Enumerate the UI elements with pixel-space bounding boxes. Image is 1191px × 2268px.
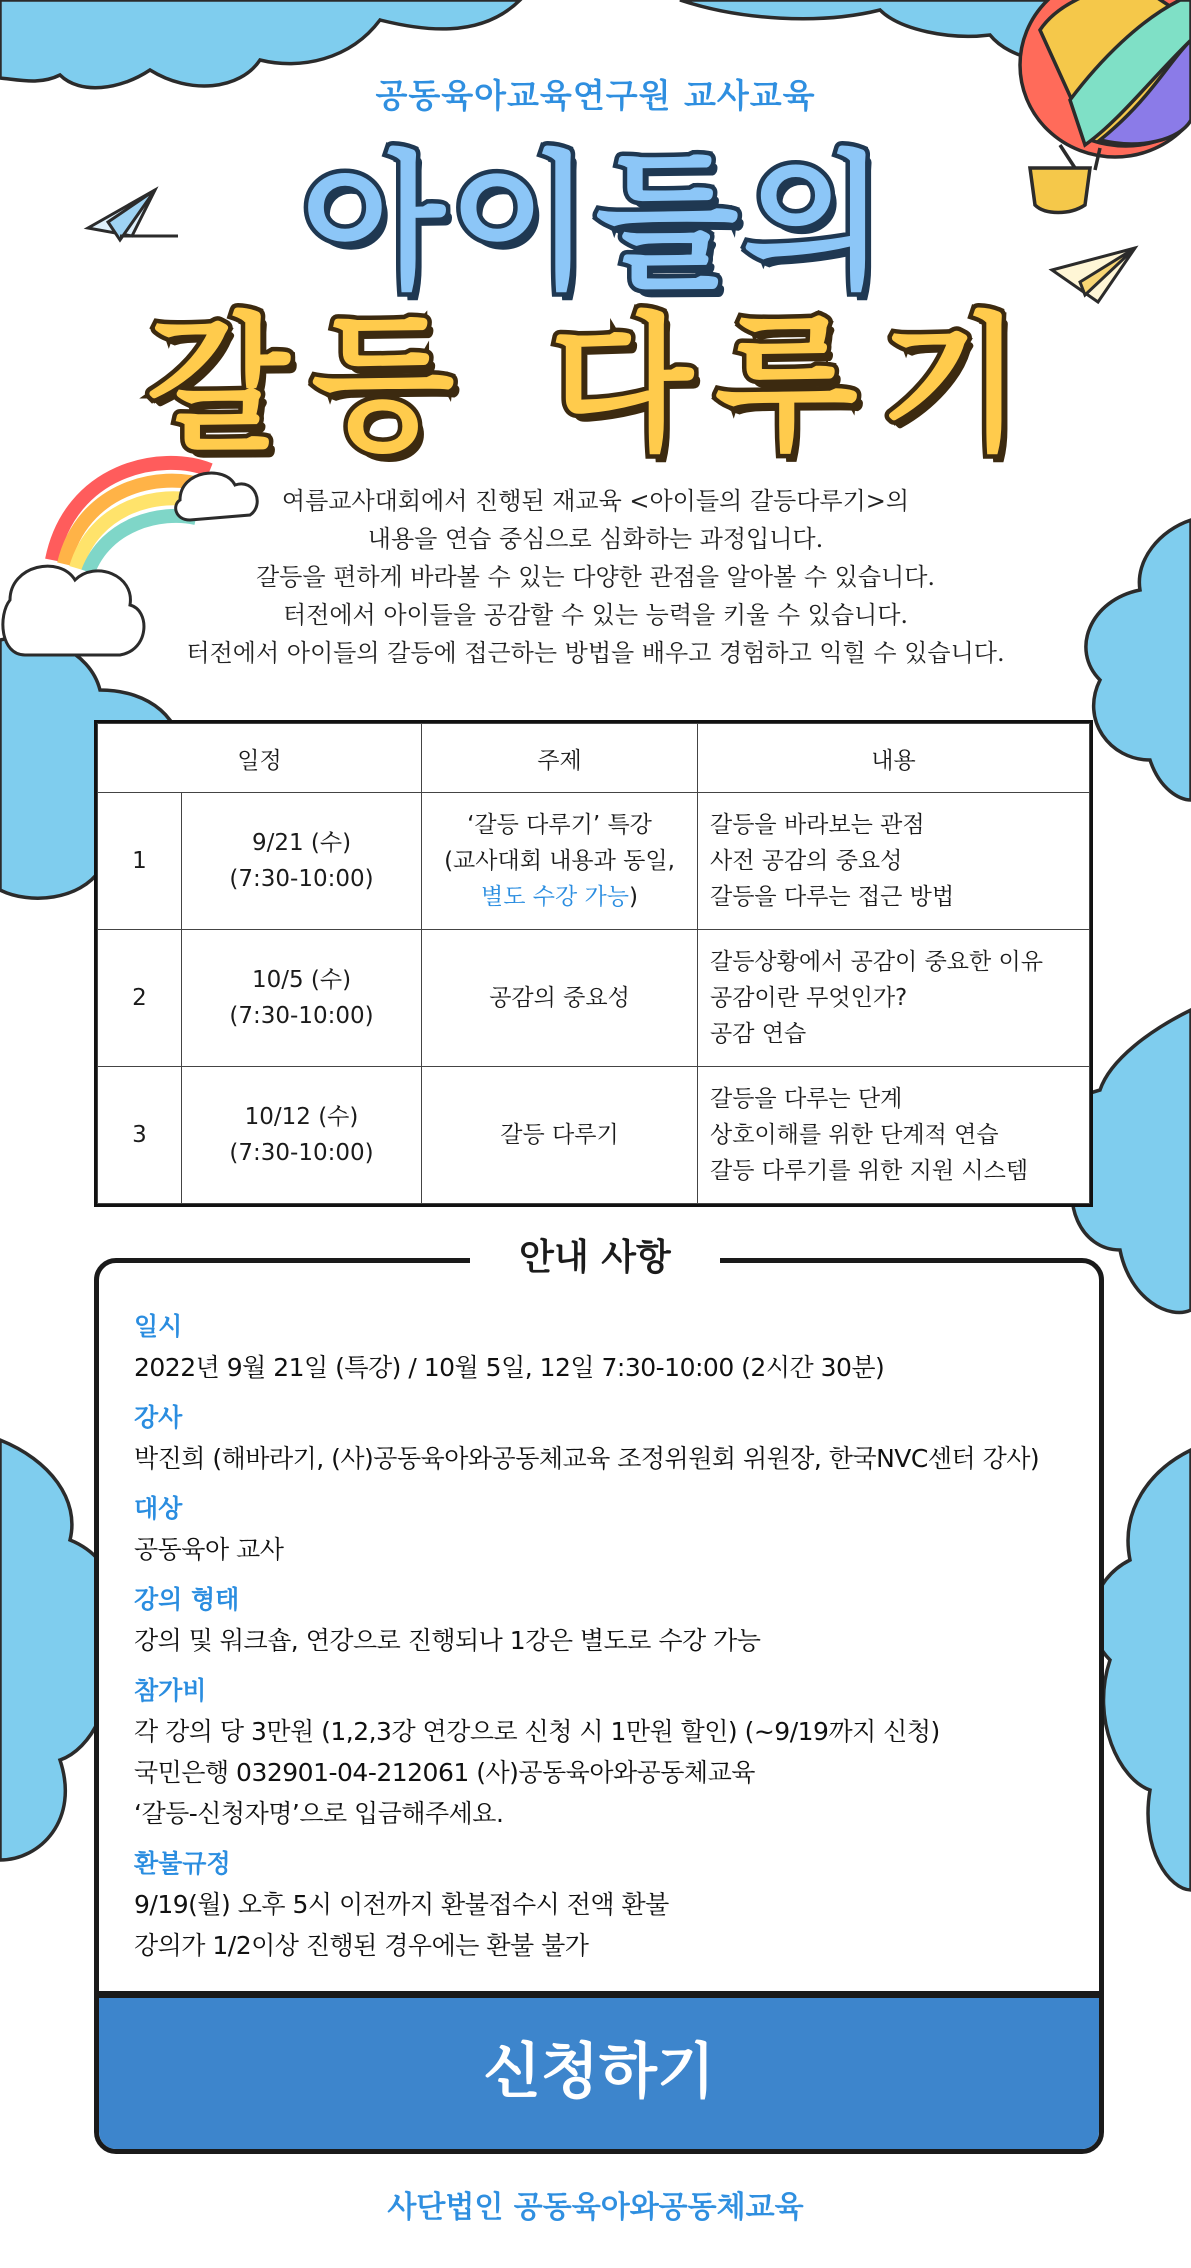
notice-label: 일시 (134, 1312, 183, 1341)
organization-header: 공동육아교육연구원 교사교육 (375, 76, 816, 115)
session-topic: 공감의 중요성 (422, 930, 698, 1067)
session-date (182, 1067, 422, 1204)
notice-text: 박진희 (해바라기, (사)공동육아와공동체교육 조정위원회 위원장, 한국NVC센터 강사) (134, 1444, 1040, 1473)
intro-line: 터전에서 아이들을 공감할 수 있는 능력을 키울 수 있습니다. (282, 601, 909, 629)
session-content (698, 930, 1090, 1067)
schedule-table (94, 720, 1093, 1207)
notice-text: 각 강의 당 3만원 (1,2,3강 연강으로 신청 시 1만원 할인) (~9/19까지 신청) (134, 1717, 940, 1746)
cloud-bottom-right-icon (1093, 1450, 1191, 1890)
session-topic (422, 793, 698, 930)
session-content (698, 793, 1090, 930)
session-topic: 갈등 다루기 (422, 1067, 698, 1204)
cloud-right-icon (1086, 520, 1191, 800)
apply-button[interactable]: 신청하기 (99, 1991, 1099, 2149)
intro-line: 갈등을 편하게 바라볼 수 있는 다양한 관점을 알아볼 수 있습니다. (255, 563, 936, 591)
topic-close: ) (628, 884, 638, 910)
content-line: 사전 공감의 중요성 (710, 848, 903, 874)
content-line: 갈등상황에서 공감이 중요한 이유 (710, 949, 1043, 975)
intro-line: 터전에서 아이들의 갈등에 접근하는 방법을 배우고 경험하고 익힐 수 있습니다. (186, 639, 1005, 667)
footer-organization: 사단법인 공동육아와공동체교육 (387, 2190, 804, 2225)
notice-item (134, 1489, 1074, 1570)
notice-text: ‘갈등-신청자명’으로 입금해주세요. (134, 1799, 504, 1828)
table-row (98, 1067, 1090, 1204)
notice-label: 강의 형태 (134, 1585, 240, 1614)
intro-text (120, 482, 1071, 672)
session-date (182, 793, 422, 930)
notice-text: 2022년 9월 21일 (특강) / 10월 5일, 12일 7:30-10:00 (2시간 30분) (134, 1353, 885, 1382)
session-number: 1 (98, 793, 182, 930)
date-text: 10/5 (수) (251, 967, 352, 993)
date-text: 9/21 (수) (251, 830, 352, 856)
content-line: 갈등 다루기를 위한 지원 시스템 (710, 1158, 1029, 1184)
time-text: (7:30-10:00) (229, 866, 374, 892)
notice-text: 국민은행 032901-04-212061 (사)공동육아와공동체교육 (134, 1758, 755, 1787)
notice-item (134, 1844, 1074, 1966)
content-line: 갈등을 다루는 접근 방법 (710, 884, 955, 910)
notice-item (134, 1671, 1074, 1834)
intro-line: 여름교사대회에서 진행된 재교육 <아이들의 갈등다루기>의 (281, 487, 910, 515)
notice-label: 참가비 (134, 1676, 207, 1705)
session-number: 3 (98, 1067, 182, 1204)
content-line: 공감이란 무엇인가? (710, 985, 908, 1011)
content-line: 상호이해를 위한 단계적 연습 (710, 1122, 999, 1148)
notice-text: 9/19(월) 오후 5시 이전까지 환불접수시 전액 환불 (134, 1890, 669, 1919)
notice-heading: 안내 사항 (470, 1228, 720, 1288)
notice-item (134, 1307, 1074, 1388)
session-content (698, 1067, 1090, 1204)
notice-text: 강의 및 워크숍, 연강으로 진행되나 1강은 별도로 수강 가능 (134, 1626, 761, 1655)
topic-text: ‘갈등 다루기’ 특강 (467, 812, 652, 838)
date-text: 10/12 (수) (244, 1104, 359, 1130)
session-number: 2 (98, 930, 182, 1067)
page-title-line1: 아이들의 (301, 137, 890, 309)
content-line: 공감 연습 (710, 1021, 807, 1047)
notice-label: 환불규정 (134, 1849, 231, 1878)
header-content: 내용 (698, 724, 1090, 793)
notice-item (134, 1580, 1074, 1661)
notice-label: 강사 (134, 1403, 183, 1432)
notice-text: 강의가 1/2이상 진행된 경우에는 환불 불가 (134, 1931, 589, 1960)
notice-item (134, 1398, 1074, 1479)
time-text: (7:30-10:00) (229, 1003, 374, 1029)
notice-text: 공동육아 교사 (134, 1535, 284, 1564)
session-date (182, 930, 422, 1067)
notice-list (134, 1307, 1074, 1976)
topic-note: (교사대회 내용과 동일, (444, 848, 675, 874)
notice-card (94, 1258, 1104, 2154)
header-date: 일정 (98, 724, 422, 793)
intro-line: 내용을 연습 중심으로 심화하는 과정입니다. (367, 525, 824, 553)
table-row (98, 793, 1090, 930)
content-line: 갈등을 다루는 단계 (710, 1086, 903, 1112)
notice-label: 대상 (134, 1494, 183, 1523)
table-row (98, 930, 1090, 1067)
content-line: 갈등을 바라보는 관점 (710, 812, 925, 838)
header-topic: 주제 (422, 724, 698, 793)
page-title-line2: 갈등 다루기 (146, 299, 1045, 471)
topic-highlight: 별도 수강 가능 (481, 884, 629, 910)
time-text: (7:30-10:00) (229, 1140, 374, 1166)
